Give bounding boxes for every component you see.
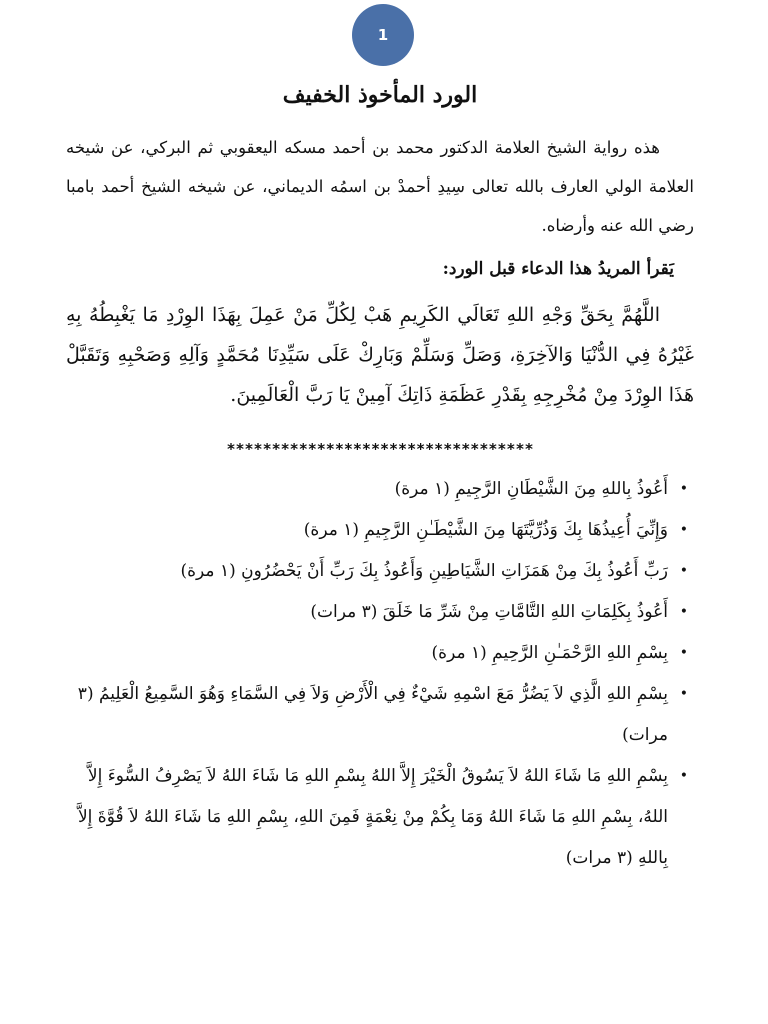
list-item: [66, 756, 694, 879]
bullet-icon: •: [679, 645, 688, 661]
list-item: [66, 551, 694, 592]
list-item-text: بِسْمِ اللهِ مَا شَاءَ اللهُ لاَ يَسُوقُ الْخَيْرَ إِلاَّ اللهُ بِسْمِ اللهِ مَا شَاءَ اللهُ لاَ يَصْرِفُ السُّوءَ إِلاَّ اللهُ، بِسْمِ اللهِ مَا شَاءَ اللهُ وَمَا بِكُمْ مِنْ نِعْمَةٍ فَمِنَ اللهِ، بِسْمِ اللهِ مَا شَاءَ اللهُ لاَ قُوَّةَ إِلاَّ بِاللهِ (٣ مرات): [77, 766, 668, 868]
list-item: [66, 592, 694, 633]
wird-list: [66, 469, 694, 879]
list-item-text: رَبِّ أَعُوذُ بِكَ مِنْ هَمَزَاتِ الشَّيَاطِينِ وَأَعُوذُ بِكَ رَبِّ أَنْ يَحْضُرُونِ (١ مرة): [180, 561, 668, 581]
opening-dua: اللَّهُمَّ بِحَقِّ وَجْهِ اللهِ تَعَالَي الكَرِيمِ هَبْ لِكُلِّ مَنْ عَمِلَ بِهَذَا الوِرْدِ مَا يَغْبِطُهُ بِهِ غَيْرُهُ فِي الدُّنْيَا وَالآخِرَةِ، وَصَلِّ وَسَلِّمْ وَبَارِكْ عَلَى سَيِّدِنَا مُحَمَّدٍ وَآلِهِ وَصَحْبِهِ وَتَقَبَّلْ هَذَا الوِرْدَ مِنْ مُخْرِجِهِ بِقَدْرِ عَظَمَةِ ذَاتِكَ آمِينْ يَا رَبَّ الْعَالَمِينَ.: [66, 304, 694, 406]
bullet-icon: •: [679, 768, 688, 784]
bullet-icon: •: [679, 604, 688, 620]
bullet-icon: •: [679, 563, 688, 579]
list-item: [66, 510, 694, 551]
list-item-text: بِسْمِ اللهِ الَّذِي لاَ يَضُرُّ مَعَ اسْمِهِ شَيْءٌ فِي الْأَرْضِ وَلاَ فِي السَّمَاءِ وَهُوَ السَّمِيعُ الْعَلِيمُ (٣ مرات): [77, 684, 668, 745]
intro-paragraph: هذه رواية الشيخ العلامة الدكتور محمد بن أحمد مسكه اليعقوبي ثم البركي، عن شيخه العلامة الولي العارف بالله تعالى سِيدِ أحمدْ بن اسمُه الديماني، عن شيخه الشيخ أحمد بامبا رضي الله عنه وأرضاه.: [66, 138, 694, 235]
list-item-text: وَإِنِّيَ أُعِيذُهَا بِكَ وَذُرِّيَّتَهَا مِنَ الشَّيْطَـٰنِ الرَّجِيمِ (١ مرة): [303, 520, 668, 540]
bullet-icon: •: [679, 522, 688, 538]
page-number-badge: 1: [352, 4, 414, 66]
list-item: [66, 469, 694, 510]
page-title: الورد المأخوذ الخفيف: [282, 82, 478, 108]
dua-prompt: يَقرأ المريدُ هذا الدعاء قبل الورد:: [442, 259, 674, 279]
list-item-text: أَعُوذُ بِكَلِمَاتِ اللهِ التَّامَّاتِ مِنْ شَرِّ مَا خَلَقَ (٣ مرات): [310, 602, 668, 622]
separator-line: **********************************: [226, 440, 534, 458]
document-body: [66, 72, 694, 879]
list-item: [66, 633, 694, 674]
bullet-icon: •: [679, 686, 688, 702]
list-item-text: أَعُوذُ بِاللهِ مِنَ الشَّيْطَانِ الرَّجِيمِ (١ مرة): [394, 479, 668, 499]
bullet-icon: •: [679, 481, 688, 497]
list-item-text: بِسْمِ اللهِ الرَّحْمَـٰنِ الرَّحِيمِ (١ مرة): [431, 643, 668, 663]
list-item: [66, 674, 694, 756]
